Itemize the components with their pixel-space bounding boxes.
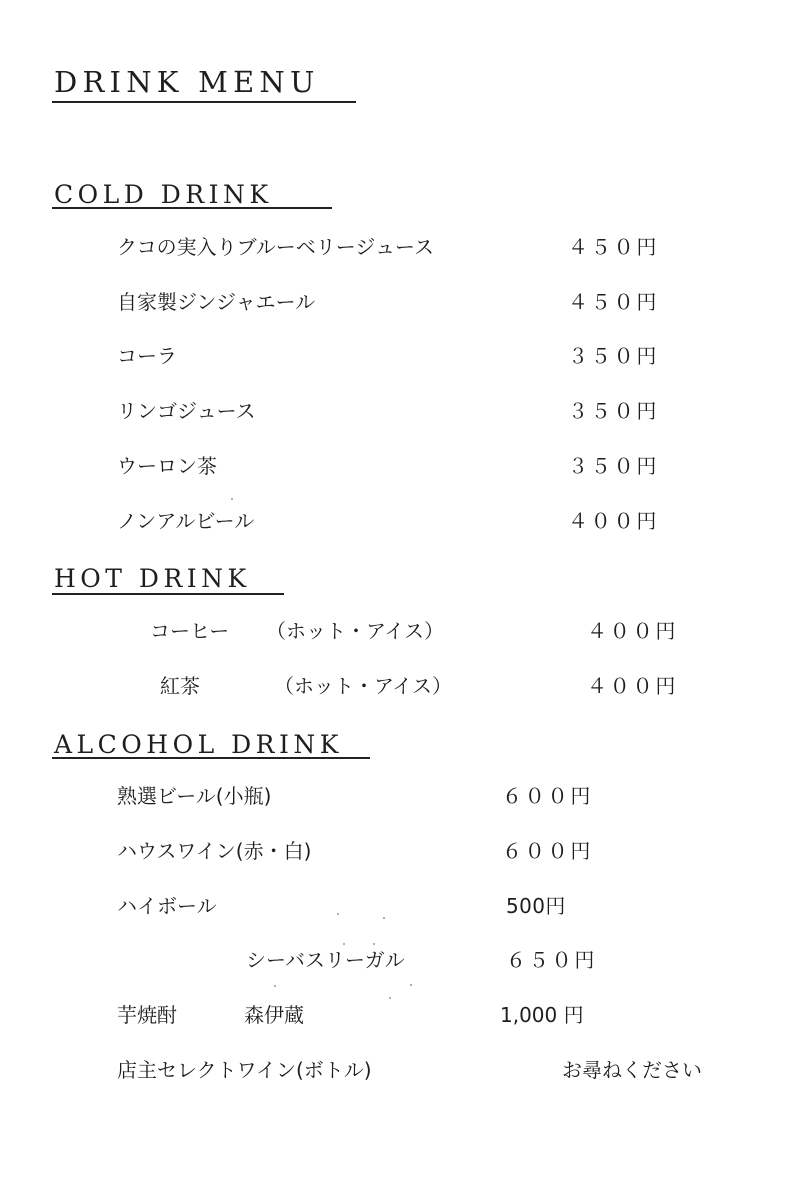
- cold-item-price: ４５０円: [568, 235, 660, 259]
- cold-item-price: ３５０円: [568, 454, 660, 478]
- hot-drink-underline: [52, 593, 284, 595]
- cold-item-name: 自家製ジンジャエール: [117, 290, 316, 314]
- cold-item-name: クコの実入りブルーベリージュース: [117, 235, 434, 259]
- alcohol-item-note: お尋ねください: [562, 1058, 702, 1082]
- cold-drink-underline: [52, 207, 332, 209]
- cold-item-price: ４００円: [568, 509, 660, 533]
- hot-item-name: 紅茶: [160, 674, 200, 698]
- hot-drink-heading: HOT DRINK: [54, 564, 251, 593]
- cold-item-name: ウーロン茶: [117, 454, 217, 478]
- menu-title: DRINK MENU: [54, 65, 320, 99]
- alcohol-item-price: ６００円: [502, 839, 594, 863]
- alcohol-item-name: 芋焼酎: [117, 1003, 177, 1027]
- scan-speck: [383, 917, 385, 919]
- alcohol-item-name: シーバスリーガル: [246, 948, 405, 972]
- scan-speck: [231, 498, 233, 500]
- hot-item-price: ４００円: [587, 619, 679, 643]
- hot-item-name: コーヒー: [150, 619, 230, 643]
- hot-item-option: （ホット・アイス）: [266, 619, 444, 643]
- scan-speck: [410, 984, 412, 986]
- hot-item-option: （ホット・アイス）: [274, 674, 452, 698]
- scan-speck: [343, 943, 345, 945]
- alcohol-item-price: 1,000 円: [500, 1003, 584, 1027]
- alcohol-item-brand: 森伊蔵: [244, 1003, 304, 1027]
- menu-title-underline: [52, 101, 356, 103]
- hot-item-price: ４００円: [587, 674, 679, 698]
- alcohol-item-name: 熟選ビール(小瓶): [117, 784, 272, 808]
- scan-speck: [389, 997, 391, 999]
- alcohol-item-name: ハイボール: [117, 894, 217, 918]
- cold-drink-heading: COLD DRINK: [54, 180, 273, 209]
- alcohol-item-price: 500円: [506, 894, 566, 918]
- alcohol-item-name: ハウスワイン(赤・白): [117, 839, 312, 863]
- cold-item-name: リンゴジュース: [117, 399, 256, 423]
- alcohol-drink-underline: [52, 757, 370, 759]
- alcohol-drink-heading: ALCOHOL DRINK: [54, 730, 343, 759]
- cold-item-price: ３５０円: [568, 344, 660, 368]
- cold-item-price: ４５０円: [568, 290, 660, 314]
- scan-speck: [373, 943, 375, 945]
- cold-item-name: ノンアルビール: [117, 509, 255, 533]
- alcohol-item-price: ６５０円: [506, 948, 598, 972]
- alcohol-item-name: 店主セレクトワイン(ボトル): [117, 1058, 372, 1082]
- scan-speck: [337, 913, 339, 915]
- cold-item-price: ３５０円: [568, 399, 660, 423]
- scan-speck: [274, 985, 276, 987]
- cold-item-name: コーラ: [117, 344, 177, 368]
- alcohol-item-price: ６００円: [502, 784, 594, 808]
